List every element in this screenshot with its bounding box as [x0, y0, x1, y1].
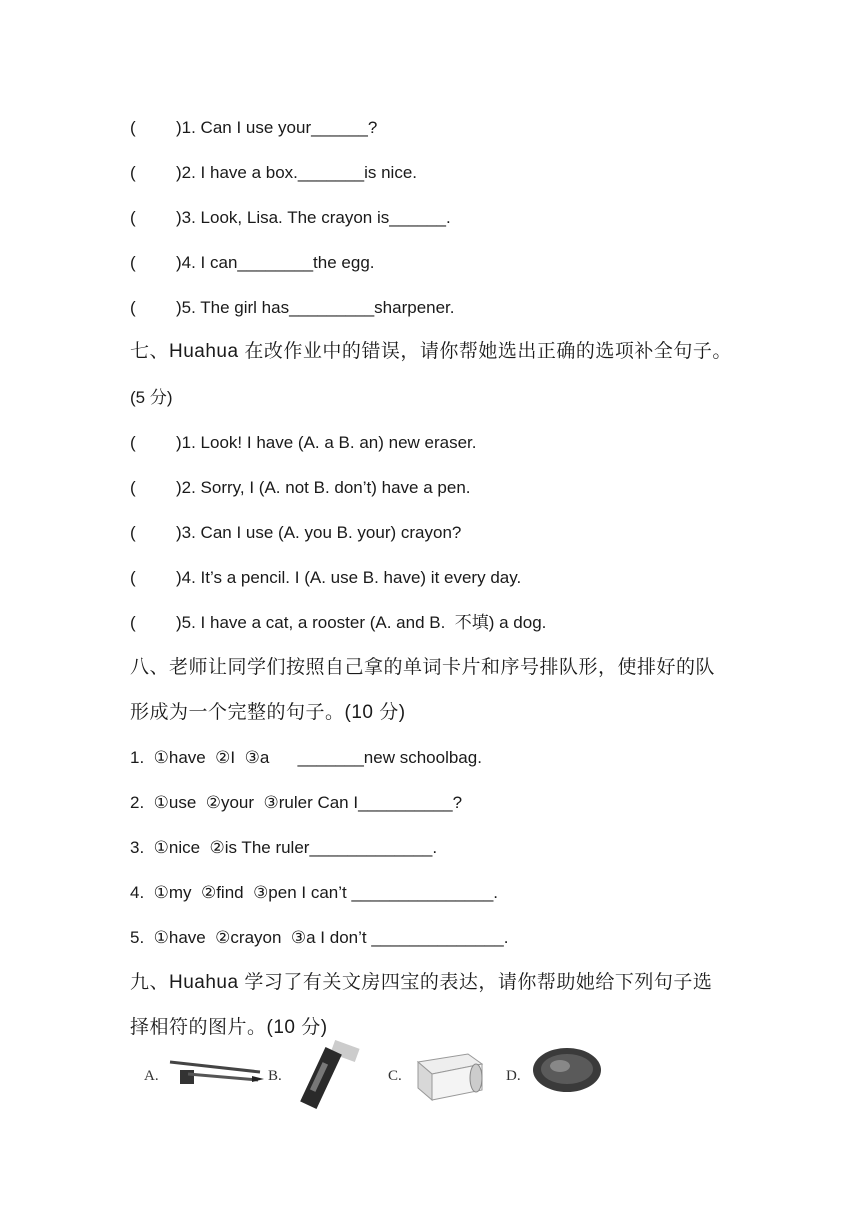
s7-heading-line1: 七、Huahua 在改作业中的错误，请你帮她选出正确的选项补全句子。	[130, 341, 732, 362]
s9-heading-line2: 择相符的图片。(10 分)	[130, 1017, 328, 1038]
s9-heading-line1: 九、Huahua 学习了有关文房四宝的表达，请你帮助她给下列句子选	[130, 972, 713, 993]
ink-stick-icon	[292, 1040, 362, 1110]
inkstone-icon	[530, 1040, 604, 1110]
s7-item-5: ( )5. I have a cat, a rooster (A. and B. 不填) a dog.	[130, 613, 547, 632]
brush-icon	[168, 1040, 264, 1110]
s8-item-1: 1. ①have ②I ③a _______new schoolbag.	[130, 748, 482, 767]
s6-item-4: ( )4. I can________the egg.	[130, 253, 375, 272]
s7-item-2: ( )2. Sorry, I (A. not B. don’t) have a pen.	[130, 478, 471, 497]
s7-item-4: ( )4. It’s a pencil. I (A. use B. have) it every day.	[130, 568, 522, 587]
s6-item-2: ( )2. I have a box._______is nice.	[130, 163, 417, 182]
s7-item-1: ( )1. Look! I have (A. a B. an) new eraser.	[130, 433, 477, 452]
s8-heading-line2: 形成为一个完整的句子。(10 分)	[130, 702, 406, 723]
picture-options: A. B. C. D.	[140, 1040, 620, 1110]
s7-item-3: ( )3. Can I use (A. you B. your) crayon?	[130, 523, 462, 542]
s6-item-5: ( )5. The girl has_________sharpener.	[130, 298, 455, 317]
s8-heading-line1: 八、老师让同学们按照自己拿的单词卡片和序号排队形，使排好的队	[130, 657, 716, 678]
s6-item-1: ( )1. Can I use your______?	[130, 118, 378, 137]
paper-roll-icon	[410, 1040, 484, 1110]
s8-item-3: 3. ①nice ②is The ruler_____________.	[130, 838, 438, 857]
s7-heading-line2: (5 分)	[130, 388, 173, 407]
s8-item-5: 5. ①have ②crayon ③a I don’t ______________.	[130, 928, 509, 947]
s8-item-2: 2. ①use ②your ③ruler Can I__________?	[130, 793, 463, 812]
s8-item-4: 4. ①my ②find ③pen I can’t _______________.	[130, 883, 499, 902]
s6-item-3: ( )3. Look, Lisa. The crayon is______.	[130, 208, 451, 227]
